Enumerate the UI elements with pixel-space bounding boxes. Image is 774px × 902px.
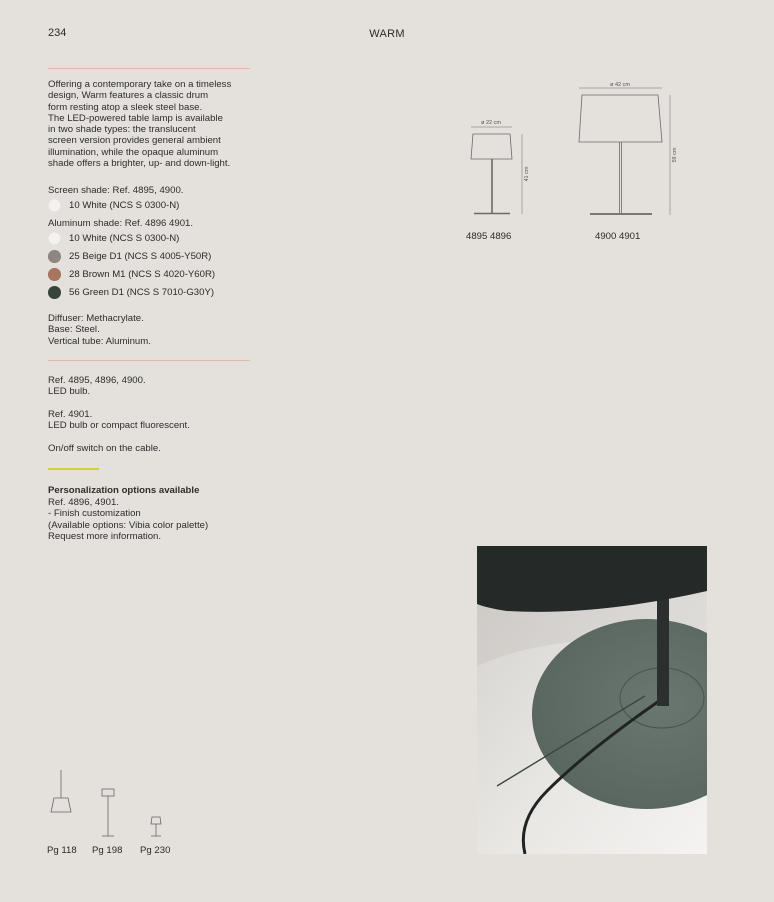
finish-option	[48, 249, 211, 263]
related-products	[48, 770, 178, 840]
color-swatch	[48, 232, 61, 245]
aluminum-shade-heading: Aluminum shade: Ref. 4896 4901.	[48, 218, 194, 229]
finish-label: 10 White (NCS S 0300-N)	[69, 199, 180, 211]
color-swatch	[48, 250, 61, 263]
large-height-label: 59 cm	[672, 147, 678, 163]
technical-drawings	[440, 70, 700, 220]
finish-option	[48, 198, 179, 212]
small-height-label: 41 cm	[524, 166, 530, 182]
divider	[48, 360, 250, 361]
finish-label: 10 White (NCS S 0300-N)	[69, 232, 180, 244]
product-photo	[477, 546, 707, 854]
finish-option	[48, 267, 215, 281]
small-diameter-label: ø 22 cm	[481, 120, 501, 126]
finish-label: 25 Beige D1 (NCS S 4005-Y50R)	[69, 250, 212, 262]
personalization-heading: Personalization options available	[48, 485, 200, 496]
large-refs-label: 4900 4901	[595, 231, 641, 242]
color-swatch	[48, 268, 61, 281]
divider	[48, 68, 250, 69]
small-refs-label: 4895 4896	[466, 231, 512, 242]
lighting-text: Ref. 4895, 4896, 4900. LED bulb. Ref. 4901. LED bulb or compact fluorescent. On/off switch on the cable.	[48, 375, 190, 454]
large-diameter-label: ø 42 cm	[610, 82, 630, 88]
table-lamp-icon	[151, 817, 161, 824]
page-title: WARM	[369, 28, 405, 40]
materials-text: Diffuser: Methacrylate. Base: Steel. Vertical tube: Aluminum.	[48, 313, 151, 347]
small-lamp-shade	[471, 134, 512, 159]
color-swatch	[48, 199, 61, 212]
personalization-text: Ref. 4896, 4901. - Finish customization (Available options: Vibia color palette) Request more information.	[48, 497, 209, 542]
intro-text: Offering a contemporary take on a timeless design, Warm features a classic drum form resting atop a sleek steel base. The LED-powered table lamp is available in two shade types: the translucent screen version provides general ambient illumination, while the opaque aluminum shade offers a brighter, up- and down-light.	[48, 79, 232, 170]
related-page-link[interactable]: Pg 198	[92, 845, 123, 856]
related-page-link[interactable]: Pg 118	[47, 845, 77, 856]
finish-option	[48, 231, 179, 245]
finish-label: 56 Green D1 (NCS S 7010-G30Y)	[69, 286, 215, 298]
accent-bar	[48, 468, 99, 470]
large-lamp-shade	[579, 95, 662, 142]
page-number: 234	[48, 27, 67, 39]
floor-lamp-icon	[102, 789, 114, 796]
finish-label: 28 Brown M1 (NCS S 4020-Y60R)	[69, 268, 216, 280]
related-page-link[interactable]: Pg 230	[140, 845, 171, 856]
color-swatch	[48, 286, 61, 299]
screen-shade-heading: Screen shade: Ref. 4895, 4900.	[48, 185, 184, 196]
finish-option	[48, 285, 214, 299]
